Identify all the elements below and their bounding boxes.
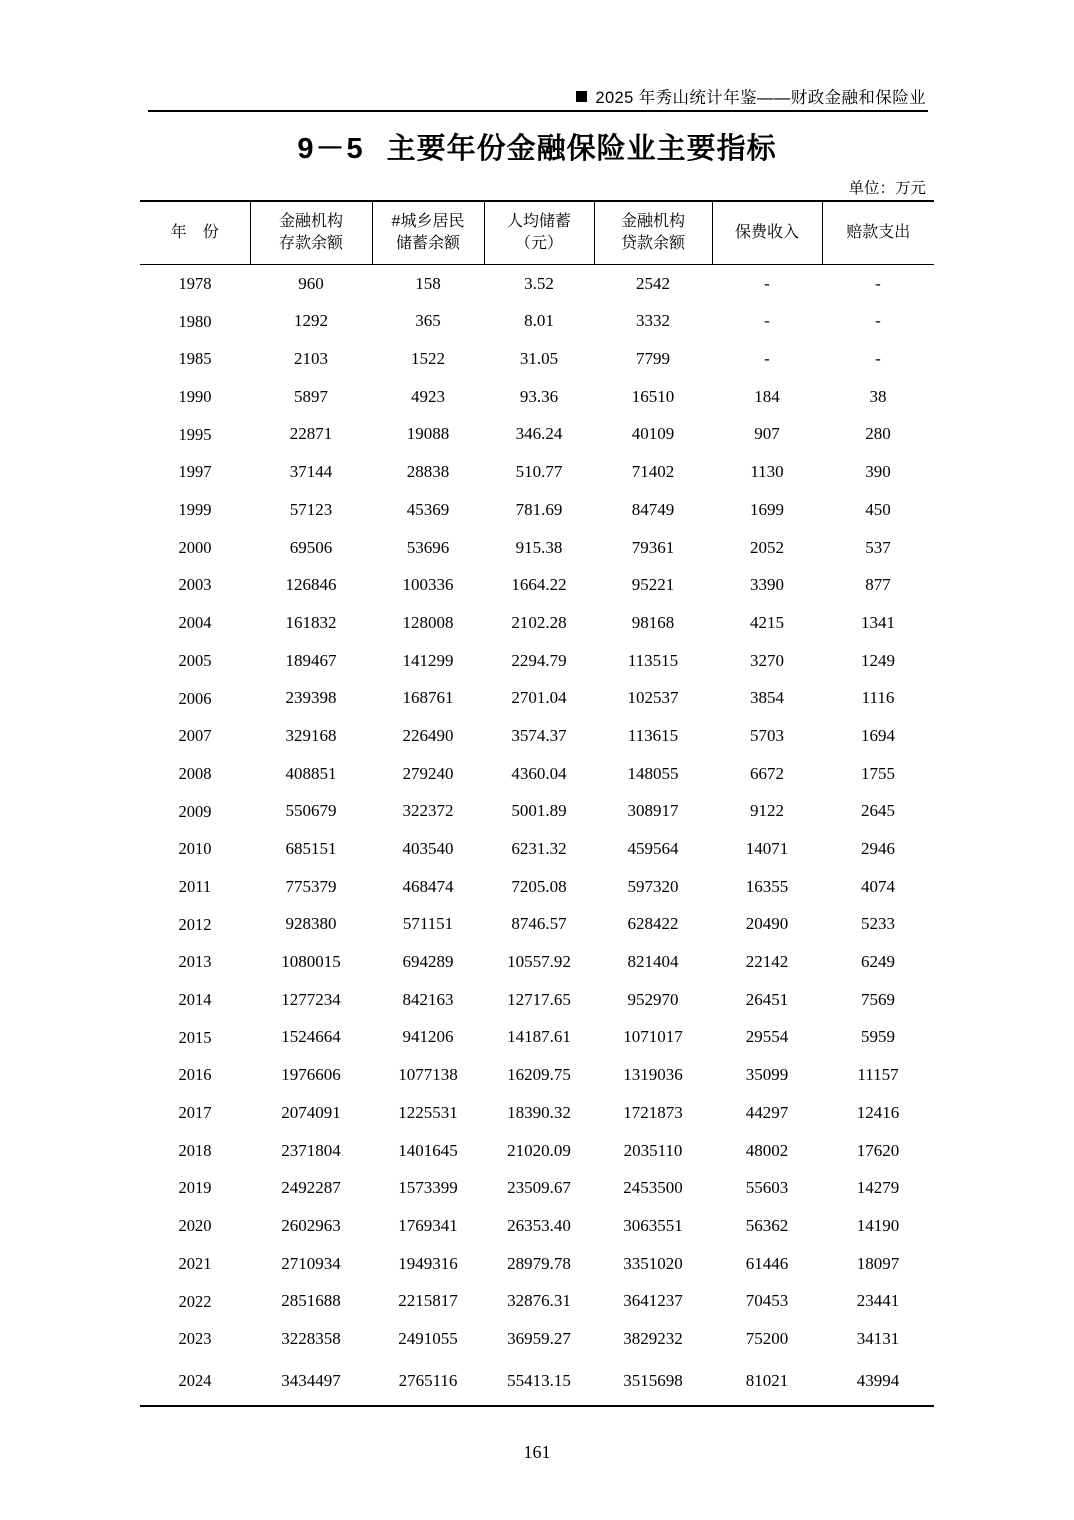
- cell-value: 3641237: [623, 1291, 683, 1311]
- header-line-2: 存款余额: [278, 234, 343, 252]
- cell-value: 161832: [285, 612, 337, 632]
- cell-value: 28979.78: [507, 1253, 571, 1273]
- cell-year: 2019: [178, 1178, 212, 1198]
- cell-value: 3270: [750, 650, 784, 670]
- cell-year: 2007: [178, 726, 212, 746]
- cell-value: 11157: [857, 1065, 899, 1085]
- table-row: [140, 1132, 934, 1170]
- column-header-household-savings: [372, 201, 484, 265]
- cell-value: 550679: [285, 801, 337, 821]
- cell-value: 1319036: [623, 1065, 683, 1085]
- header-line-1: 赔款支出: [846, 223, 911, 241]
- cell-year: 2021: [178, 1253, 212, 1273]
- cell-value: 781.69: [515, 499, 563, 519]
- cell-year: 1985: [178, 349, 212, 369]
- cell-value: 403540: [402, 839, 454, 858]
- cell-value: 8.01: [524, 311, 554, 331]
- cell-value: 3829232: [623, 1328, 683, 1348]
- table-row: [140, 303, 934, 341]
- cell-year: 2009: [178, 801, 212, 821]
- square-bullet-icon: [576, 91, 587, 102]
- cell-value: 40109: [631, 424, 675, 444]
- cell-year: 2008: [178, 763, 212, 783]
- cell-value: 3.52: [524, 273, 554, 293]
- cell-value: 907: [754, 424, 780, 444]
- cell-value: 44297: [745, 1102, 789, 1122]
- cell-value: 7569: [861, 989, 895, 1009]
- cell-value: 16355: [745, 876, 789, 896]
- cell-value: 408851: [285, 763, 337, 783]
- cell-value: 7799: [636, 349, 670, 369]
- table-row: [140, 944, 934, 982]
- cell-value: 128008: [402, 612, 454, 632]
- table-row: [140, 680, 934, 718]
- cell-value: 22871: [289, 424, 333, 444]
- cell-year: 2015: [178, 1027, 212, 1047]
- cell-value: 37144: [289, 462, 333, 482]
- table-number: 9－5: [297, 133, 365, 165]
- cell-value: 329168: [285, 725, 337, 745]
- cell-value: 694289: [402, 952, 454, 972]
- cell-value: 2052: [750, 537, 784, 557]
- page-title: [0, 126, 1074, 167]
- cell-value: 2453500: [623, 1178, 683, 1198]
- cell-value: 571151: [402, 914, 454, 934]
- cell-value: 2215817: [398, 1291, 458, 1311]
- cell-value: 61446: [745, 1253, 789, 1273]
- cell-year: 2010: [178, 839, 212, 859]
- cell-year: 1990: [178, 387, 212, 407]
- cell-year: 2006: [178, 688, 212, 708]
- cell-value: 17620: [856, 1140, 900, 1160]
- cell-year: 2023: [178, 1329, 212, 1349]
- cell-value: 1664.22: [511, 575, 567, 595]
- cell-value: 3351020: [623, 1253, 683, 1273]
- cell-value: 2851688: [281, 1291, 341, 1311]
- cell-value: 365: [415, 311, 441, 331]
- cell-value: 1249: [861, 650, 895, 670]
- cell-value: 34131: [856, 1328, 900, 1348]
- cell-value: 2946: [861, 839, 895, 858]
- cell-value: 2035110: [623, 1140, 683, 1160]
- header-row: [140, 201, 934, 265]
- page-number: 161: [523, 1442, 551, 1462]
- cell-value: 38: [869, 386, 887, 406]
- table-row: [140, 868, 934, 906]
- cell-value: 1755: [861, 763, 895, 783]
- unit-note: 单位：万元: [848, 180, 926, 197]
- column-header-year: [140, 201, 250, 265]
- column-header-loans: [594, 201, 712, 265]
- cell-value: 6249: [861, 952, 895, 972]
- cell-value: 5001.89: [511, 801, 567, 821]
- cell-value: 12717.65: [507, 989, 571, 1009]
- cell-value: 53696: [406, 537, 450, 557]
- cell-value: 346.24: [515, 424, 563, 444]
- cell-value: 14071: [745, 839, 789, 858]
- table-body: [140, 265, 934, 1406]
- cell-value: 84749: [631, 499, 675, 519]
- cell-value: 26451: [745, 989, 789, 1009]
- cell-value: 184: [754, 386, 780, 406]
- cell-value: 2765116: [398, 1371, 458, 1391]
- table-row: [140, 1283, 934, 1321]
- cell-value: 1401645: [398, 1140, 458, 1160]
- cell-value: 1071017: [623, 1027, 683, 1047]
- table-row: [140, 1245, 934, 1283]
- cell-value: 821404: [627, 952, 679, 972]
- cell-year: 2004: [178, 613, 212, 633]
- cell-year: 2016: [178, 1065, 212, 1085]
- cell-value: 9122: [750, 801, 784, 821]
- cell-value: 877: [865, 575, 891, 595]
- table-row: [140, 529, 934, 567]
- cell-value: 48002: [745, 1140, 789, 1160]
- cell-value: 3228358: [281, 1328, 341, 1348]
- table-row: [140, 265, 934, 303]
- cell-value: 69506: [289, 537, 333, 557]
- table-row: [140, 416, 934, 454]
- cell-value: 510.77: [515, 462, 563, 482]
- table-row: [140, 1358, 934, 1406]
- cell-value: 23441: [856, 1291, 900, 1311]
- cell-value: 16209.75: [507, 1065, 571, 1085]
- cell-value: 915.38: [515, 537, 563, 557]
- cell-value: 8746.57: [511, 914, 567, 934]
- table-row: [140, 341, 934, 379]
- cell-value: 1524664: [281, 1027, 341, 1047]
- cell-value: 5959: [861, 1027, 895, 1047]
- cell-value: -: [764, 349, 770, 369]
- cell-value: -: [875, 273, 881, 293]
- cell-value: 2492287: [281, 1178, 341, 1198]
- cell-value: 21020.09: [507, 1140, 571, 1160]
- cell-value: 6672: [750, 763, 784, 783]
- cell-value: 4074: [861, 876, 895, 896]
- cell-value: 57123: [289, 499, 333, 519]
- cell-value: 18097: [856, 1253, 900, 1273]
- table-row: [140, 604, 934, 642]
- cell-value: 1769341: [398, 1215, 458, 1235]
- cell-value: 1694: [861, 725, 895, 745]
- cell-value: 16510: [631, 386, 675, 406]
- cell-value: 5703: [750, 725, 784, 745]
- cell-year: 2012: [178, 914, 212, 934]
- cell-value: 79361: [631, 537, 675, 557]
- column-header-deposits: [250, 201, 372, 265]
- cell-value: 4215: [750, 612, 784, 632]
- cell-value: 1077138: [398, 1065, 458, 1085]
- cell-year: 2014: [178, 990, 212, 1010]
- cell-value: 14187.61: [507, 1027, 571, 1047]
- cell-value: 628422: [627, 914, 679, 934]
- table-row: [140, 1170, 934, 1208]
- cell-value: 23509.67: [507, 1178, 571, 1198]
- cell-value: 3063551: [623, 1215, 683, 1235]
- cell-value: 22142: [745, 952, 789, 972]
- cell-value: 842163: [402, 989, 454, 1009]
- header-line-1: 保费收入: [734, 223, 799, 241]
- table-header: [140, 201, 934, 265]
- table-row: [140, 1094, 934, 1132]
- cell-value: 2103: [294, 349, 328, 369]
- cell-year: 2018: [178, 1140, 212, 1160]
- cell-value: 2294.79: [511, 650, 567, 670]
- header-line-1: #城乡居民: [391, 213, 465, 230]
- cell-value: 450: [865, 499, 891, 519]
- cell-value: 141299: [402, 650, 454, 670]
- cell-value: 685151: [285, 839, 337, 858]
- table-row: [140, 378, 934, 416]
- cell-value: 158: [415, 273, 441, 293]
- cell-value: 70453: [745, 1291, 789, 1311]
- cell-value: 308917: [627, 801, 679, 821]
- column-header-claims-paid: [822, 201, 934, 265]
- cell-value: 28838: [406, 462, 450, 482]
- table-row: [140, 755, 934, 793]
- cell-value: 7205.08: [511, 876, 567, 896]
- header-line-2: 储蓄余额: [395, 234, 460, 252]
- cell-value: 2645: [861, 801, 895, 821]
- cell-year: 2005: [178, 650, 212, 670]
- cell-value: 71402: [631, 462, 675, 482]
- cell-year: 2003: [178, 575, 212, 595]
- header-line-1: 年 份: [170, 223, 219, 241]
- cell-value: 952970: [627, 989, 679, 1009]
- cell-value: 32876.31: [507, 1291, 571, 1311]
- cell-value: 12416: [856, 1102, 900, 1122]
- cell-value: 239398: [285, 688, 337, 708]
- header-rule: [148, 110, 928, 112]
- cell-value: 93.36: [519, 386, 559, 406]
- cell-value: 960: [298, 273, 324, 293]
- cell-value: 2701.04: [511, 688, 567, 708]
- cell-year: 2022: [178, 1291, 212, 1311]
- cell-value: 3332: [636, 311, 670, 331]
- cell-value: 4360.04: [511, 763, 567, 783]
- cell-year: 1995: [178, 424, 212, 444]
- cell-value: 279240: [402, 763, 454, 783]
- cell-value: 3515698: [623, 1371, 683, 1391]
- table-row: [140, 793, 934, 831]
- cell-value: 29554: [745, 1027, 789, 1047]
- header-line-1: 人均储蓄: [506, 213, 571, 230]
- table-row: [140, 1320, 934, 1358]
- cell-value: 98168: [631, 612, 675, 632]
- cell-value: 14190: [856, 1215, 900, 1235]
- cell-value: 113515: [627, 650, 679, 670]
- cell-value: 928380: [285, 914, 337, 934]
- cell-value: 168761: [402, 688, 454, 708]
- cell-value: 55603: [745, 1178, 789, 1198]
- cell-value: -: [764, 311, 770, 331]
- table-row: [140, 491, 934, 529]
- cell-value: 56362: [745, 1215, 789, 1235]
- cell-value: 5233: [861, 914, 895, 934]
- cell-year: 1999: [178, 500, 212, 520]
- cell-value: 81021: [745, 1371, 789, 1391]
- cell-value: 100336: [402, 575, 454, 595]
- cell-value: 1976606: [281, 1065, 341, 1085]
- cell-value: 3390: [750, 575, 784, 595]
- table-row: [140, 1207, 934, 1245]
- cell-value: 2602963: [281, 1215, 341, 1235]
- cell-value: 189467: [285, 650, 337, 670]
- table-title-text: 主要年份金融保险业主要指标: [386, 133, 777, 165]
- statistics-table: [140, 200, 934, 1407]
- cell-value: 1573399: [398, 1178, 458, 1198]
- running-head-text: 2025 年秀山统计年鉴——财政金融和保险业: [595, 89, 926, 107]
- cell-value: 3574.37: [511, 725, 567, 745]
- cell-year: 2024: [178, 1371, 212, 1391]
- table-row: [140, 906, 934, 944]
- cell-value: 75200: [745, 1328, 789, 1348]
- table-row: [140, 717, 934, 755]
- header-line-2: （元）: [514, 234, 563, 252]
- cell-value: 1130: [750, 462, 784, 482]
- cell-value: 36959.27: [507, 1328, 571, 1348]
- cell-year: 1997: [178, 462, 212, 482]
- column-header-per-capita-savings: [484, 201, 594, 265]
- statistics-table-container: [140, 200, 934, 1407]
- table-row: [140, 454, 934, 492]
- cell-value: 280: [865, 424, 891, 444]
- cell-value: 1292: [294, 311, 328, 331]
- cell-value: 10557.92: [507, 952, 571, 972]
- cell-year: 2020: [178, 1216, 212, 1236]
- cell-value: 1341: [861, 612, 895, 632]
- cell-value: 113615: [627, 725, 679, 745]
- cell-value: 43994: [856, 1371, 900, 1391]
- cell-value: 35099: [745, 1065, 789, 1085]
- cell-value: 2710934: [281, 1253, 341, 1273]
- cell-value: 226490: [402, 725, 454, 745]
- cell-value: 18390.32: [507, 1102, 571, 1122]
- cell-value: -: [875, 311, 881, 331]
- cell-value: 597320: [627, 876, 679, 896]
- cell-value: 3434497: [281, 1371, 341, 1391]
- running-head: [0, 84, 1074, 108]
- cell-value: 19088: [406, 424, 450, 444]
- cell-value: 126846: [285, 575, 337, 595]
- table-row: [140, 981, 934, 1019]
- cell-value: 390: [865, 462, 891, 482]
- cell-year: 1978: [178, 273, 212, 293]
- cell-value: 3854: [750, 688, 784, 708]
- cell-value: 2371804: [281, 1140, 341, 1160]
- table-row: [140, 642, 934, 680]
- cell-year: 2013: [178, 952, 212, 972]
- header-line-1: 金融机构: [278, 213, 343, 230]
- cell-value: 2542: [636, 273, 670, 293]
- table-row: [140, 1019, 934, 1057]
- cell-value: 5897: [294, 386, 328, 406]
- cell-value: 6231.32: [511, 839, 567, 858]
- cell-value: 1522: [411, 349, 445, 369]
- cell-value: 45369: [406, 499, 450, 519]
- column-header-premium-income: [712, 201, 822, 265]
- cell-value: 322372: [402, 801, 454, 821]
- cell-value: 775379: [285, 876, 337, 896]
- table-row: [140, 831, 934, 869]
- header-line-2: 贷款余额: [620, 234, 685, 252]
- cell-value: 26353.40: [507, 1215, 571, 1235]
- cell-value: 1080015: [281, 952, 341, 972]
- cell-value: 31.05: [519, 349, 559, 369]
- cell-value: 1721873: [623, 1102, 683, 1122]
- cell-value: 1277234: [281, 989, 341, 1009]
- cell-value: 2074091: [281, 1102, 341, 1122]
- cell-value: 459564: [627, 839, 679, 858]
- cell-value: 1699: [750, 499, 784, 519]
- cell-value: 55413.15: [507, 1371, 571, 1391]
- cell-value: 1116: [861, 688, 895, 708]
- cell-year: 2011: [178, 876, 212, 896]
- cell-value: 537: [865, 537, 891, 557]
- cell-value: 95221: [631, 575, 675, 595]
- cell-value: -: [764, 273, 770, 293]
- cell-year: 1980: [178, 311, 212, 331]
- cell-value: -: [875, 349, 881, 369]
- cell-value: 1949316: [398, 1253, 458, 1273]
- cell-value: 941206: [402, 1027, 454, 1047]
- table-row: [140, 567, 934, 605]
- header-line-1: 金融机构: [620, 213, 685, 230]
- cell-value: 2491055: [398, 1328, 458, 1348]
- cell-value: 4923: [411, 386, 445, 406]
- cell-value: 102537: [627, 688, 679, 708]
- cell-year: 2017: [178, 1103, 212, 1123]
- table-row: [140, 1057, 934, 1095]
- cell-value: 2102.28: [511, 612, 567, 632]
- cell-value: 1225531: [398, 1102, 458, 1122]
- cell-value: 148055: [627, 763, 679, 783]
- cell-value: 20490: [745, 914, 789, 934]
- cell-value: 14279: [856, 1178, 900, 1198]
- cell-year: 2000: [178, 537, 212, 557]
- cell-value: 468474: [402, 876, 454, 896]
